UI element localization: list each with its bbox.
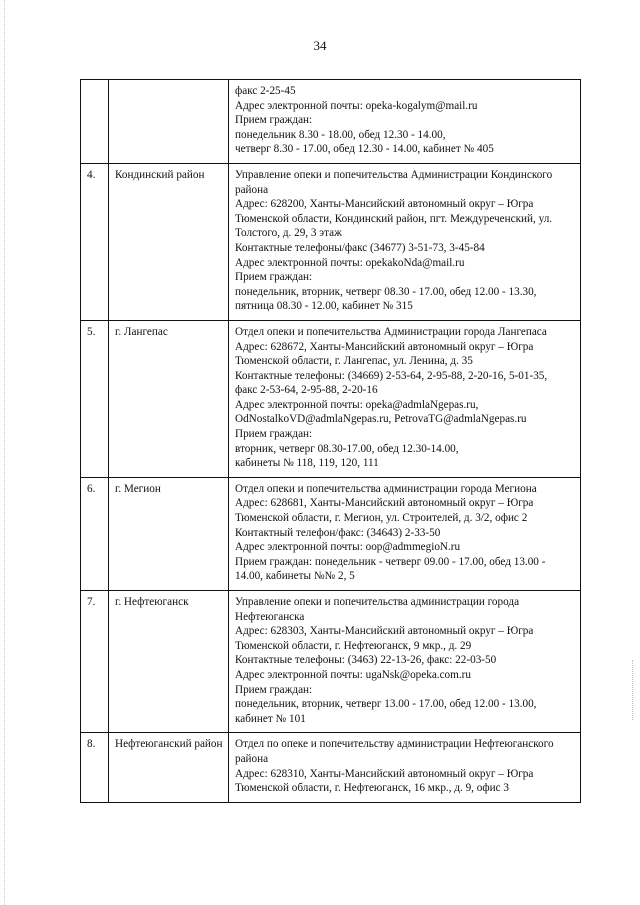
office-details (229, 477, 581, 590)
office-details (229, 591, 581, 733)
office-details (229, 80, 581, 164)
detail-line: факс 2-25-45 (235, 85, 296, 97)
municipality-name: г. Нефтеюганск (109, 591, 229, 733)
scan-edge-left (4, 0, 6, 905)
detail-line: Адрес электронной почты: opeka@admlaNgepas.ru, OdNostalkoVD@admlaNgepas.ru, PetrovaTG@admlaNgepas.ru (235, 398, 527, 426)
detail-line: Адрес электронной почты: ugaNsk@opeka.com.ru (235, 668, 471, 681)
detail-line: Контактный телефон/факс: (34643) 2-33-50 (235, 526, 441, 539)
municipality-name (109, 80, 229, 164)
guardianship-offices-table (80, 79, 581, 803)
table-row (81, 163, 581, 320)
detail-line: Отдел по опеке и попечительству администрации Нефтеюганского района (235, 738, 554, 765)
office-details (229, 163, 581, 320)
page-number: 34 (313, 38, 327, 53)
detail-line: понедельник 8.30 - 18.00, обед 12.30 - 14.00, (235, 128, 446, 141)
detail-line: Управление опеки и попечительства Администрации Кондинского района (235, 168, 553, 196)
office-details (229, 320, 581, 477)
detail-line: Отдел опеки и попечительства Администрации города Лангепаса (235, 325, 547, 338)
municipality-name: г. Лангепас (109, 320, 229, 477)
row-number: 4. (81, 163, 109, 320)
detail-line: Контактные телефоны: (34669) 2-53-64, 2-95-88, 2-20-16, 5-01-35, (235, 369, 548, 382)
detail-line: кабинеты № 118, 119, 120, 111 (235, 457, 379, 470)
detail-line: Адрес: 628200, Ханты-Мансийский автономный округ – Югра Тюменской области, Кондинский район, пгт. Междуреченский, ул. Толстого, д. 29, 3 этаж (235, 198, 553, 240)
detail-line: понедельник, вторник, четверг 13.00 - 17.00, обед 12.00 - 13.00, кабинет № 101 (235, 698, 537, 725)
detail-line: Адрес электронной почты: opekakoNda@mail.ru (235, 256, 465, 269)
detail-line: Контактные телефоны/факс (34677) 3-51-73, 3-45-84 (235, 241, 485, 254)
detail-line: Прием граждан: (235, 271, 313, 284)
row-number (81, 80, 109, 164)
detail-line: Отдел опеки и попечительства администрации города Мегиона (235, 482, 537, 495)
detail-line: Прием граждан: (235, 428, 313, 441)
detail-line: Адрес: 628303, Ханты-Мансийский автономный округ – Югра Тюменской области, г. Нефтеюганск, 9 мкр., д. 29 (235, 625, 534, 652)
detail-line: Адрес: 628310, Ханты-Мансийский автономный округ – Югра Тюменской области, г. Нефтеюганск, 16 мкр., д. 9, офис 3 (235, 767, 534, 795)
row-number: 6. (81, 477, 109, 590)
detail-line: вторник, четверг 08.30-17.00, обед 12.30-14.00, (235, 442, 459, 455)
table-row (81, 80, 581, 164)
scan-edge-right (632, 660, 634, 720)
municipality-name: г. Мегион (109, 477, 229, 590)
row-number: 5. (81, 320, 109, 477)
detail-line: Адрес электронной почты: oop@admmegioN.ru (235, 541, 461, 554)
detail-line: Управление опеки и попечительства администрации города Нефтеюганска (235, 596, 520, 623)
table-body (81, 80, 581, 803)
detail-line: Прием граждан: (235, 114, 313, 127)
row-number: 8. (81, 733, 109, 802)
table-row (81, 591, 581, 733)
detail-line: Прием граждан: (235, 683, 313, 696)
table-row (81, 733, 581, 802)
municipality-name: Нефтеюганский район (109, 733, 229, 802)
detail-line: понедельник, вторник, четверг 08.30 - 17.00, обед 12.00 - 13.30, пятница 08.30 - 12.00, кабинет № 315 (235, 285, 537, 313)
office-details (229, 733, 581, 802)
detail-line: Адрес: 628681, Ханты-Мансийский автономный округ – Югра Тюменской области, г. Мегион, ул. Строителей, д. 3/2, офис 2 (235, 497, 534, 525)
table-row (81, 320, 581, 477)
detail-line: Прием граждан: понедельник - четверг 09.00 - 17.00, обед 13.00 - 14.00, кабинеты №№ 2, 5 (235, 555, 546, 583)
detail-line: Контактные телефоны: (3463) 22-13-26, факс: 22-03-50 (235, 654, 497, 667)
detail-line: Адрес: 628672, Ханты-Мансийский автономный округ – Югра Тюменской области, г. Лангепас, ул. Ленина, д. 35 (235, 340, 534, 368)
table-row (81, 477, 581, 590)
detail-line: четверг 8.30 - 17.00, обед 12.30 - 14.00, кабинет № 405 (235, 143, 494, 156)
row-number: 7. (81, 591, 109, 733)
detail-line: Адрес электронной почты: opeka-kogalym@mail.ru (235, 99, 478, 112)
municipality-name: Кондинский район (109, 163, 229, 320)
detail-line: факс 2-53-64, 2-95-88, 2-20-16 (235, 384, 378, 397)
